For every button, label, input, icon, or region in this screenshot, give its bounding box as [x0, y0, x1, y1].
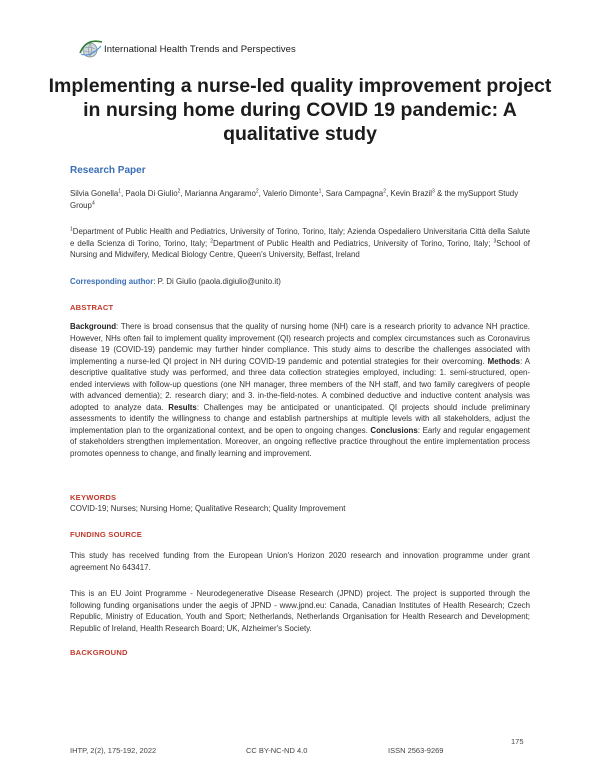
- footer-citation: IHTP, 2(2), 175-192, 2022: [70, 746, 157, 755]
- journal-header: [72, 38, 296, 60]
- corresponding-author-label: Corresponding author: [70, 277, 154, 286]
- keywords-list: COVID-19; Nurses; Nursing Home; Qualitative Research; Quality Improvement: [70, 504, 346, 513]
- journal-logo-icon: [76, 36, 106, 62]
- footer-license: CC BY-NC-ND 4.0: [246, 746, 308, 755]
- article-type: Research Paper: [70, 165, 146, 176]
- abstract-heading: ABSTRACT: [70, 303, 114, 312]
- affiliations: $^1$Department of Public Health and Pediatrics, University of Torino, Torino, Italy; Azienda Ospedaliero Universitaria Città della Salute e della Scienza di Torino, Torino, Italy; $^2$Department of Public Health and Pediatrics, University of Torino, Torino, Italy; $^3$School of Nursing and Midwifery, Medical Biology Centre, Queen's University, Belfast, Ireland: [70, 226, 530, 259]
- keywords-heading: KEYWORDS: [70, 493, 117, 502]
- corresponding-author: [70, 276, 530, 288]
- journal-name: International Health Trends and Perspectives: [104, 43, 296, 55]
- funding-paragraph-1: This study has received funding from the European Union's Horizon 2020 research and innovation programme under grant agreement No 643417.: [70, 551, 530, 572]
- corresponding-author-email[interactable]: : P. Di Giulio (paola.digiulio@unito.it): [153, 277, 281, 286]
- page-number: 175: [511, 737, 524, 746]
- footer-issn: ISSN 2563-9269: [388, 746, 444, 755]
- funding-paragraph-2: This is an EU Joint Programme - Neurodegenerative Disease Research (JPND) project. The project is supported through the following funding organisations under the aegis of JPND - www.jpnd.eu: Canada, Canadian Institutes of Health Research; Czech Republic, Ministry of Education, Youth and Sport; Netherlands, Netherlands Organisation for Health Research and Development; Republic of Ireland, Health Research Board; UK, Alzheimer's Society.: [70, 589, 530, 633]
- funding-heading: FUNDING SOURCE: [70, 530, 142, 539]
- author-list: Silvia Gonella$^1$, Paola Di Giulio$^2$, Marianna Angaramo$^2$, Valerio Dimonte$^1$, Sara Campagna$^2$, Kevin Brazil$^3$ & the mySupport Study Group$^4$: [70, 188, 519, 210]
- abstract-body: Background: There is broad consensus that the quality of nursing home (NH) care is a research priority to advance NH practice. However, NHs often fail to implement quality improvement (QI) research projects and complex circumstances such as Coronavirus disease 19 (COVID-19) pandemic may further hinder compliance. This study aims to describe the challenges associated with implementing a nurse-led QI project in NH during COVID-19 pandemic and potential strategies for their overcoming. Methods: A descriptive qualitative study was performed, and three data collection strategies employed, including: 1. semi-structured, open-ended interviews with follow-up questions (one NH manager, three members of the NH staff, and two family caregivers of people with advanced dementia); 2. research diary; and 3. in-the-field-notes. A combined deductive and inductive content analysis was adopted to analyze data. Results: Challenges may be anticipated or unanticipated. QI projects should include preliminary assessments to identify the willingness to change and establish partnerships at multiple levels with all stakeholders, adjust the implementation plan to the organizational context, and be open to ongoing changes. Conclusions: Early and regular engagement of stakeholders strengthen implementation. Moreover, an ongoing reflective practice throughout the entire implementation process promotes openness to change, and finally learning and improvement.: [70, 322, 531, 458]
- paper-title: Implementing a nurse-led quality improvement project in nursing home during COVID 19 pandemic: A qualitative study: [48, 75, 552, 145]
- background-heading: BACKGROUND: [70, 648, 128, 657]
